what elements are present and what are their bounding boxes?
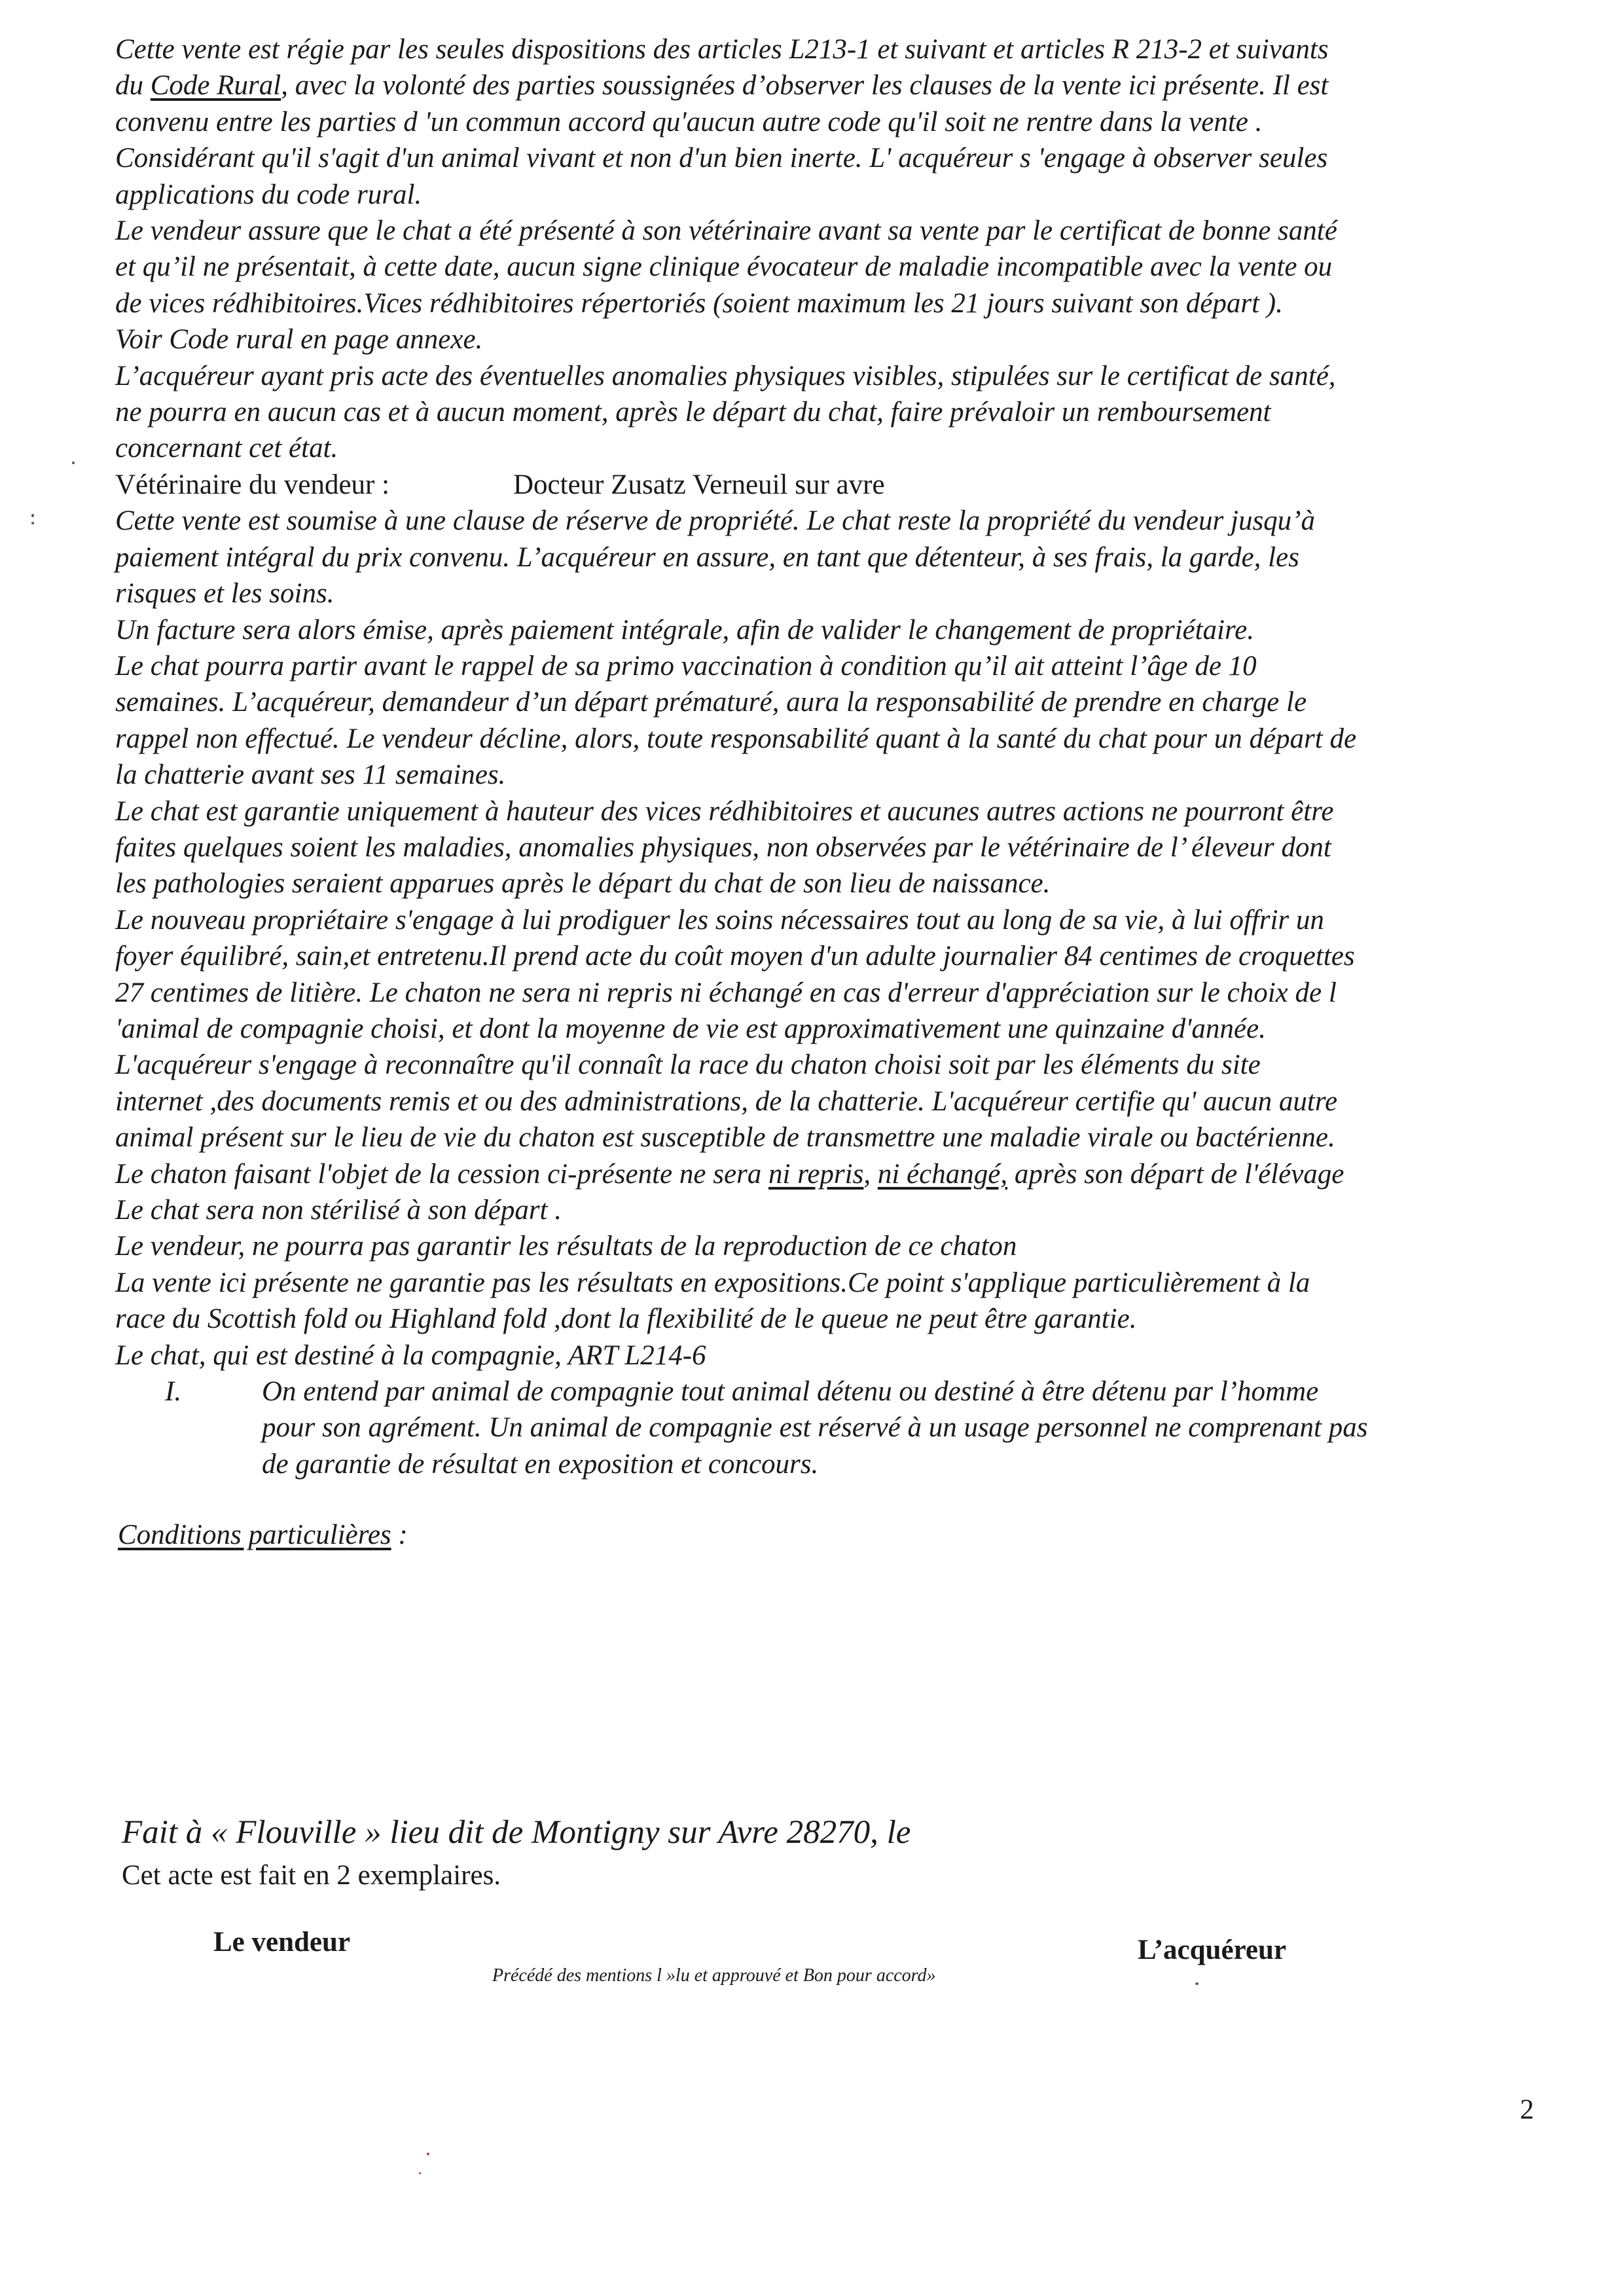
- body-line: 27 centimes de litière. Le chaton ne sera ni repris ni échangé en cas d'erreur d'appréciation sur le choix de l: [115, 977, 1337, 1008]
- body-line: Le chat sera non stérilisé à son départ .: [115, 1195, 562, 1226]
- scan-speck: [1195, 1982, 1199, 1985]
- body-line: faites quelques soient les maladies, anomalies physiques, non observées par le vétérinaire de l’ éleveur dont: [115, 831, 1331, 863]
- code-rural-link: Code Rural: [150, 70, 281, 101]
- conditions-label: Conditions particulières: [118, 1520, 391, 1550]
- body-line: animal présent sur le lieu de vie du chaton est susceptible de transmettre une maladie virale ou bactérienne.: [115, 1122, 1335, 1154]
- body-line: applications du code rural.: [115, 179, 422, 210]
- buyer-signature-label: L’acquéreur: [1138, 1935, 1286, 1965]
- page-number: 2: [1520, 2094, 1534, 2125]
- body-line: Le vendeur, ne pourra pas garantir les résultats de la reproduction de ce chaton: [115, 1231, 1017, 1262]
- scan-speck: [31, 514, 34, 517]
- vet-name: Docteur Zusatz Verneuil sur avre: [513, 469, 885, 500]
- body-line: race du Scottish fold ou Highland fold ,dont la flexibilité de le queue ne peut être garantie.: [115, 1303, 1137, 1335]
- body-line-part: , avec la volonté des parties soussignées d’observer les clauses de la vente ici présente. Il est: [281, 70, 1329, 101]
- body-line-part: Le chaton faisant l'objet de la cession ci-présente ne sera: [115, 1158, 769, 1190]
- scan-speck: [72, 462, 75, 464]
- body-line: 'animal de compagnie choisi, et dont la moyenne de vie est approximativement une quinzaine d'année.: [115, 1013, 1266, 1044]
- article-line: pour son agrément. Un animal de compagnie est réservé à un usage personnel ne comprenant pas: [262, 1412, 1368, 1444]
- body-line: ne pourra en aucun cas et à aucun moment, après le départ du chat, faire prévaloir un remboursement: [115, 397, 1271, 428]
- place-line: Fait à « Flouville » lieu dit de Montigny sur Avre 28270, le: [122, 1814, 911, 1851]
- body-line: Un facture sera alors émise, après paiement intégrale, afin de valider le changement de propriétaire.: [115, 614, 1254, 646]
- body-line: de vices rédhibitoires.Vices rédhibitoires répertoriés (soient maximum les 21 jours suivant son départ ).: [115, 287, 1283, 319]
- vet-label: Vétérinaire du vendeur :: [115, 469, 390, 500]
- scan-speck: [427, 2153, 429, 2155]
- scan-speck: [419, 2172, 421, 2174]
- body-line-part: après son départ de l'élévage: [1007, 1158, 1344, 1190]
- body-line: Voir Code rural en page annexe.: [115, 324, 483, 355]
- body-line: convenu entre les parties d 'un commun accord qu'aucun autre code qu'il soit ne rentre dans la vente .: [115, 106, 1263, 137]
- body-line: les pathologies seraient apparues après le départ du chat de son lieu de naissance.: [115, 868, 1051, 900]
- body-line: Le chat pourra partir avant le rappel de sa primo vaccination à condition qu’il ait atteint l’âge de 10: [115, 650, 1257, 682]
- contract-body: [115, 31, 1523, 1482]
- body-line: Le vendeur assure que le chat a été présenté à son vétérinaire avant sa vente par le certificat de bonne santé: [115, 215, 1337, 247]
- body-line: Cette vente est régie par les seules dispositions des articles L213-1 et suivant et articles R 213-2 et suivants: [115, 34, 1329, 65]
- body-line: Le chat est garantie uniquement à hauteur des vices rédhibitoires et aucunes autres actions ne pourront être: [115, 795, 1334, 827]
- body-line: la chatterie avant ses 11 semaines.: [115, 759, 506, 791]
- body-line: L'acquéreur s'engage à reconnaître qu'il connaît la race du chaton choisi soit par les éléments du site: [115, 1049, 1261, 1081]
- vet-line: [115, 467, 1523, 503]
- ni-repris-text: ni repris: [768, 1158, 864, 1190]
- body-line-part: ,: [863, 1158, 878, 1190]
- body-line: Considérant qu'il s'agit d'un animal vivant et non d'un bien inerte. L' acquéreur s 'engage à observer seules: [115, 143, 1328, 174]
- copies-line: Cet acte est fait en 2 exemplaires.: [122, 1860, 501, 1891]
- ni-echange-text: ni échangé,: [877, 1158, 1008, 1190]
- body-line: Cette vente est soumise à une clause de réserve de propriété. Le chat reste la propriété du vendeur jusqu’à: [115, 505, 1316, 537]
- conditions-colon: :: [391, 1520, 408, 1550]
- body-line: Le chat, qui est destiné à la compagnie, ART L214-6: [115, 1339, 706, 1371]
- scan-speck: [31, 522, 34, 524]
- body-line: foyer équilibré, sain,et entretenu.Il prend acte du coût moyen d'un adulte journalier 84 centimes de croquettes: [115, 941, 1355, 972]
- article-number: I.: [165, 1376, 182, 1408]
- body-line: [115, 67, 1523, 103]
- article-line: de garantie de résultat en exposition et concours.: [262, 1448, 819, 1480]
- article-line: On entend par animal de compagnie tout animal détenu ou destiné à être détenu par l’homme: [262, 1376, 1319, 1408]
- repris-line: [115, 1156, 1523, 1192]
- body-line: paiement intégral du prix convenu. L’acquéreur en assure, en tant que détenteur, à ses frais, la garde, les: [115, 541, 1299, 573]
- conditions-heading: [118, 1519, 408, 1551]
- body-line: et qu’il ne présentait, à cette date, aucun signe clinique évocateur de maladie incompatible avec la vente ou: [115, 251, 1333, 283]
- body-line: risques et les soins.: [115, 578, 334, 610]
- body-line: rappel non effectué. Le vendeur décline, alors, toute responsabilité quant à la santé du chat pour un départ de: [115, 723, 1357, 754]
- body-line: L’acquéreur ayant pris acte des éventuelles anomalies physiques visibles, stipulées sur le certificat de santé,: [115, 360, 1336, 392]
- body-line: internet ,des documents remis et ou des administrations, de la chatterie. L'acquéreur certifie qu' aucun autre: [115, 1085, 1338, 1117]
- body-line: Le nouveau propriétaire s'engage à lui prodiguer les soins nécessaires tout au long de sa vie, à lui offrir un: [115, 904, 1324, 936]
- seller-signature-label: Le vendeur: [213, 1927, 351, 1958]
- article-definition: [115, 1374, 1523, 1482]
- body-line-part: du: [115, 70, 151, 101]
- body-line: La vente ici présente ne garantie pas les résultats en expositions.Ce point s'applique particulièrement à la: [115, 1267, 1310, 1298]
- body-line: semaines. L’acquéreur, demandeur d’un départ prématuré, aura la responsabilité de prendre en charge le: [115, 687, 1307, 718]
- article-text: [262, 1374, 1523, 1482]
- body-line: concernant cet état.: [115, 433, 338, 464]
- mentions-note: Précédé des mentions l »lu et approuvé et Bon pour accord»: [492, 1965, 936, 1986]
